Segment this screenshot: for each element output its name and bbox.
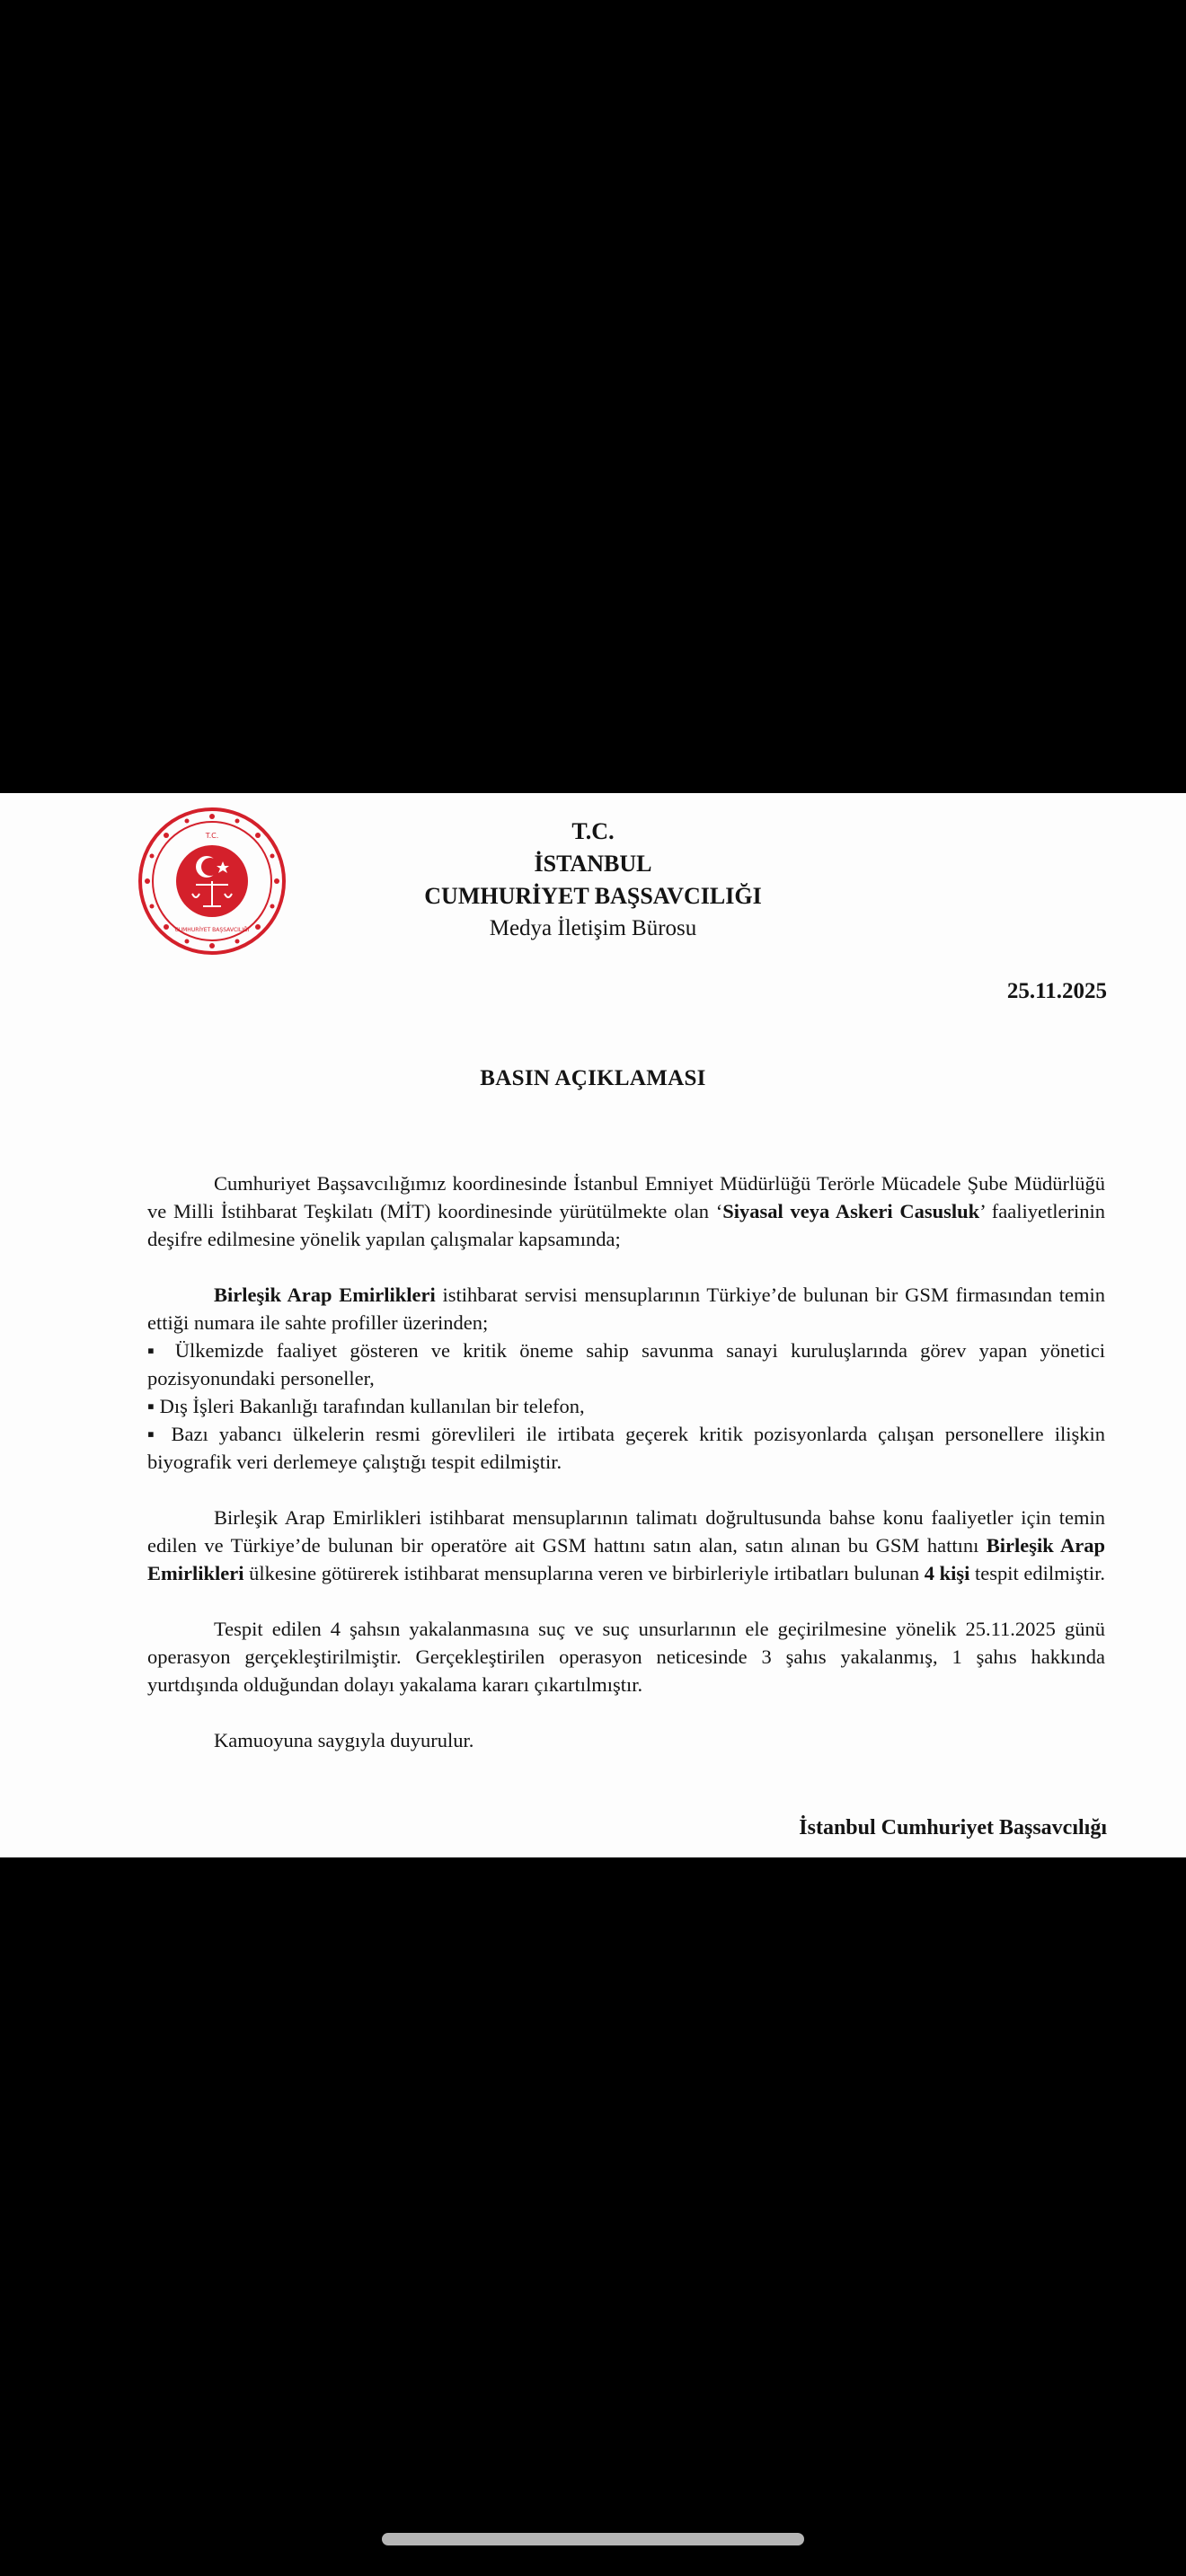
seal-bottom-text: CUMHURİYET BAŞSAVCILIĞI — [174, 927, 250, 933]
paragraph-2: Birleşik Arap Emirlikleri istihbarat servisi mensuplarının Türkiye’de bulunan bir GSM firmasından temin ettiği numara ile sahte profiller üzerinden; — [147, 1284, 1106, 1334]
seal-top-text: T.C. — [205, 832, 219, 840]
bullet-item: ▪ Dış İşleri Bakanlığı tarafından kullanılan bir telefon, — [147, 1395, 585, 1417]
header-city: İSTANBUL — [534, 851, 652, 877]
signature: İstanbul Cumhuriyet Başsavcılığı — [799, 1816, 1107, 1839]
paragraph-3: Birleşik Arap Emirlikleri istihbarat mensuplarının talimatı doğrultusunda bahse konu faaliyetler için temin edilen ve Türkiye’de bulunan bir operatöre ait GSM hattını satın alan, satın alınan bu GSM hattını Birleşik Arap Emirlikleri ülkesine götürerek istihbarat mensuplarına veren ve birbirleriyle irtibatları bulunan 4 kişi tespit edilmiştir. — [147, 1506, 1106, 1584]
paragraph-1: Cumhuriyet Başsavcılığımız koordinesinde İstanbul Emniyet Müdürlüğü Terörle Mücadele Şube Müdürlüğü ve Milli İstihbarat Teşkilatı (MİT) koordinesinde yürütülmekte olan ‘Siyasal veya Askeri Casusluk’ faaliyetlerinin deşifre edilmesine yönelik yapılan çalışmalar kapsamında; — [147, 1172, 1105, 1250]
bullet-item: ▪ Ülkemizde faaliyet gösteren ve kritik öneme sahip savunma sanayi kuruluşlarında görev yapan yönetici pozisyonundaki personeller, — [147, 1339, 1105, 1389]
home-indicator[interactable] — [382, 2533, 804, 2545]
prosecutor-seal-logo — [137, 806, 288, 957]
paragraph-5: Kamuoyuna saygıyla duyurulur. — [214, 1729, 474, 1751]
header-tc: T.C. — [571, 818, 615, 844]
paragraph-4: Tespit edilen 4 şahsın yakalanmasına suç ve suç unsurlarının ele geçirilmesine yönelik 25.11.2025 günü operasyon gerçekleştirilmiştir. Gerçekleştirilen operasyon neticesinde 3 şahıs yakalanmış, 1 şahıs hakkında yurtdışında olduğundan dolayı yakalama kararı çıkartılmıştır. — [147, 1618, 1105, 1696]
header-bureau: Medya İletişim Bürosu — [489, 916, 697, 940]
document-date: 25.11.2025 — [1006, 979, 1107, 1003]
letterhead — [377, 816, 809, 945]
document-title: BASIN AÇIKLAMASI — [480, 1066, 706, 1090]
document-body — [147, 1169, 1105, 1754]
header-office: CUMHURİYET BAŞSAVCILIĞI — [424, 883, 762, 909]
bullet-item: ▪ Bazı yabancı ülkelerin resmi görevlileri ile irtibata geçerek kritik pozisyonlarda çalışan personellere ilişkin biyografik veri derlemeye çalıştığı tespit edilmiştir. — [147, 1423, 1105, 1473]
